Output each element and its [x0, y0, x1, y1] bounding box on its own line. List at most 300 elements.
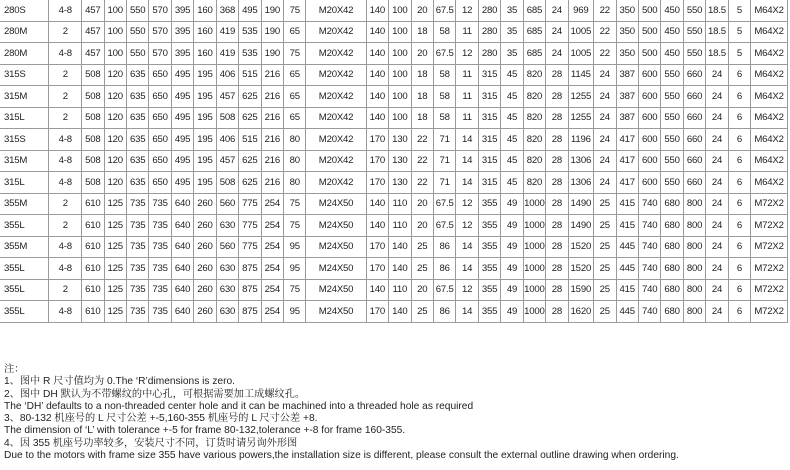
dimension-cell: 600: [638, 129, 660, 151]
dimension-cell: 120: [104, 86, 126, 108]
dimension-cell: 800: [683, 301, 705, 323]
dimension-cell: 515: [239, 64, 261, 86]
dimension-cell: 635: [126, 107, 148, 129]
dimension-cell: M72X2: [751, 236, 788, 258]
table-row: [0, 172, 788, 194]
dimension-cell: M72X2: [751, 279, 788, 301]
dimension-cell: 350: [616, 0, 638, 21]
dimension-cell: 508: [82, 86, 104, 108]
dimension-cell: 125: [104, 236, 126, 258]
dimension-cell: 5: [728, 0, 750, 21]
dimension-cell: 18: [411, 64, 433, 86]
dimension-cell: 395: [171, 43, 193, 65]
dimension-cell: 216: [261, 150, 283, 172]
dimension-cell: M72X2: [751, 193, 788, 215]
dimension-cell: 1196: [568, 129, 594, 151]
dimension-cell: 875: [239, 301, 261, 323]
dimension-cell: 49: [501, 279, 523, 301]
dimension-cell: 216: [261, 64, 283, 86]
dimension-cell: 28: [546, 301, 568, 323]
dimension-cell: 550: [683, 21, 705, 43]
dimension-cell: 35: [501, 21, 523, 43]
dimension-cell: 22: [411, 172, 433, 194]
dimension-cell: 190: [261, 43, 283, 65]
dimension-cell: 75: [284, 215, 306, 237]
dimension-cell: 195: [194, 86, 216, 108]
notes-heading: 注：: [4, 364, 25, 375]
dimension-cell: 630: [216, 215, 238, 237]
dimension-cell: 25: [411, 301, 433, 323]
dimension-cell: 280: [478, 43, 500, 65]
dimension-cell: 190: [261, 0, 283, 21]
dimension-cell: 875: [239, 258, 261, 280]
dimension-cell: 6: [728, 129, 750, 151]
dimension-cell: 125: [104, 279, 126, 301]
dimension-cell: 120: [104, 129, 126, 151]
dimension-cell: 45: [501, 107, 523, 129]
dimension-cell: 1490: [568, 193, 594, 215]
dimension-cell: 49: [501, 258, 523, 280]
frame-size-cell: 315L: [0, 172, 49, 194]
dimension-cell: 20: [411, 43, 433, 65]
dimension-cell: 495: [171, 172, 193, 194]
dimension-cell: 22: [594, 0, 616, 21]
dimension-cell: M72X2: [751, 215, 788, 237]
dimension-cell: 550: [126, 0, 148, 21]
dimension-cell: 18.5: [706, 43, 728, 65]
dimension-cell: 500: [638, 43, 660, 65]
dimension-cell: 254: [261, 215, 283, 237]
dimension-cell: 95: [284, 258, 306, 280]
dimension-cell: 130: [389, 150, 411, 172]
dimension-cell: 22: [411, 129, 433, 151]
dimension-cell: 650: [149, 86, 171, 108]
dimension-cell: 550: [661, 129, 683, 151]
dimension-cell: 6: [728, 150, 750, 172]
poles-cell: 2: [49, 21, 82, 43]
dimension-cell: 25: [594, 279, 616, 301]
dimension-cell: 12: [456, 193, 478, 215]
dimension-cell: 1000: [523, 258, 545, 280]
note-line: 4、因 355 机座号功率较多，安装尺寸不同，订货时请另询外形图: [4, 437, 298, 449]
dimension-cell: 640: [171, 193, 193, 215]
note-line: 1、图中 R 尺寸值均为 0.The ‘R’dimensions is zero.: [4, 376, 235, 388]
dimension-cell: 100: [389, 21, 411, 43]
dimension-cell: 515: [239, 129, 261, 151]
dimension-cell: M64X2: [751, 150, 788, 172]
dimension-cell: 28: [546, 279, 568, 301]
dimension-cell: 12: [456, 279, 478, 301]
frame-size-cell: 355M: [0, 236, 49, 258]
dimension-cell: 740: [638, 279, 660, 301]
dimension-cell: 120: [104, 172, 126, 194]
dimension-cell: 75: [284, 43, 306, 65]
dimension-cell: 495: [171, 107, 193, 129]
dimension-cell: 254: [261, 258, 283, 280]
dimension-cell: 735: [149, 301, 171, 323]
dimension-cell: 6: [728, 193, 750, 215]
dimension-cell: 25: [594, 236, 616, 258]
dimension-cell: 635: [126, 86, 148, 108]
dimension-cell: M64X2: [751, 21, 788, 43]
dimension-cell: 35: [501, 43, 523, 65]
dimension-cell: 18: [411, 21, 433, 43]
dimension-cell: 419: [216, 43, 238, 65]
dimension-cell: 315: [478, 64, 500, 86]
dimension-cell: M20X42: [306, 172, 366, 194]
dimension-cell: 406: [216, 129, 238, 151]
poles-cell: 2: [49, 64, 82, 86]
dimension-cell: 315: [478, 129, 500, 151]
dimension-cell: 24: [706, 279, 728, 301]
dimension-cell: 24: [706, 215, 728, 237]
dimension-cell: 355: [478, 215, 500, 237]
frame-size-cell: 315S: [0, 64, 49, 86]
dimension-cell: 560: [216, 193, 238, 215]
dimension-cell: 457: [82, 21, 104, 43]
dimension-cell: 387: [616, 107, 638, 129]
table-row: [0, 193, 788, 215]
dimension-cell: 71: [433, 129, 455, 151]
poles-cell: 2: [49, 86, 82, 108]
dimension-cell: 28: [546, 64, 568, 86]
dimension-cell: 660: [683, 107, 705, 129]
dimension-cell: 6: [728, 236, 750, 258]
dimension-cell: 254: [261, 279, 283, 301]
dimension-cell: 45: [501, 64, 523, 86]
dimension-cell: 680: [661, 279, 683, 301]
dimension-cell: 875: [239, 279, 261, 301]
dimension-cell: 500: [638, 0, 660, 21]
dimension-cell: 49: [501, 236, 523, 258]
dimension-cell: 600: [638, 172, 660, 194]
dimension-cell: 14: [456, 301, 478, 323]
dimension-cell: 5: [728, 21, 750, 43]
dimension-cell: 650: [149, 107, 171, 129]
dimension-cell: 600: [638, 86, 660, 108]
dimension-cell: 495: [171, 150, 193, 172]
dimension-cell: 24: [706, 301, 728, 323]
dimension-cell: 417: [616, 150, 638, 172]
table-row: [0, 86, 788, 108]
dimension-cell: 610: [82, 193, 104, 215]
dimension-cell: 24: [594, 172, 616, 194]
dimension-cell: M20X42: [306, 150, 366, 172]
poles-cell: 4-8: [49, 129, 82, 151]
dimension-cell: 195: [194, 129, 216, 151]
dimension-cell: M20X42: [306, 107, 366, 129]
dimension-cell: 86: [433, 236, 455, 258]
dimension-cell: 457: [82, 0, 104, 21]
dimension-cell: 28: [546, 86, 568, 108]
dimension-cell: 1590: [568, 279, 594, 301]
dimension-cell: 130: [389, 129, 411, 151]
dimension-cell: 120: [104, 150, 126, 172]
dimension-cell: 660: [683, 129, 705, 151]
dimension-cell: 610: [82, 236, 104, 258]
dimension-cell: 508: [82, 64, 104, 86]
dimension-cell: 65: [284, 21, 306, 43]
dimension-cell: 495: [171, 129, 193, 151]
dimension-cell: 58: [433, 107, 455, 129]
dimension-cell: 80: [284, 129, 306, 151]
dimension-cell: 254: [261, 301, 283, 323]
dimension-cell: 550: [126, 43, 148, 65]
dimension-cell: 45: [501, 150, 523, 172]
dimension-cell: M20X42: [306, 86, 366, 108]
dimension-cell: 24: [706, 86, 728, 108]
dimension-cell: M64X2: [751, 86, 788, 108]
dimension-cell: 735: [126, 193, 148, 215]
dimension-cell: 457: [216, 150, 238, 172]
dimension-cell: 635: [126, 150, 148, 172]
dimension-cell: 110: [389, 193, 411, 215]
dimension-cell: 24: [546, 21, 568, 43]
dimension-cell: 125: [104, 215, 126, 237]
dimension-cell: 20: [411, 0, 433, 21]
dimension-cell: 457: [82, 43, 104, 65]
dimension-cell: 355: [478, 279, 500, 301]
dimension-cell: 100: [389, 86, 411, 108]
dimension-cell: M24X50: [306, 193, 366, 215]
dimension-cell: 495: [171, 64, 193, 86]
dimension-cell: 625: [239, 172, 261, 194]
dimension-cell: 640: [171, 301, 193, 323]
dimension-cell: 1306: [568, 150, 594, 172]
dimension-cell: 680: [661, 236, 683, 258]
dimension-cell: 406: [216, 64, 238, 86]
dimension-cell: 740: [638, 215, 660, 237]
dimension-cell: 49: [501, 193, 523, 215]
dimension-cell: 508: [82, 172, 104, 194]
dimension-cell: 11: [456, 86, 478, 108]
dimension-cell: 800: [683, 236, 705, 258]
dimension-cell: 800: [683, 279, 705, 301]
dimension-cell: 24: [594, 150, 616, 172]
poles-cell: 4-8: [49, 236, 82, 258]
dimension-cell: 18.5: [706, 0, 728, 21]
dimension-cell: 660: [683, 172, 705, 194]
dimension-cell: 65: [284, 86, 306, 108]
dimension-cell: 550: [661, 86, 683, 108]
table-row: [0, 236, 788, 258]
dimension-cell: 735: [149, 215, 171, 237]
dimension-cell: 508: [82, 150, 104, 172]
dimension-cell: 508: [216, 107, 238, 129]
dimension-cell: 508: [216, 172, 238, 194]
dimension-cell: 140: [366, 64, 388, 86]
dimension-cell: 820: [523, 129, 545, 151]
dimension-cell: 125: [104, 193, 126, 215]
dimension-cell: 170: [366, 258, 388, 280]
dimension-cell: 195: [194, 107, 216, 129]
dimension-cell: 685: [523, 43, 545, 65]
dimension-cell: 445: [616, 236, 638, 258]
dimension-cell: 630: [216, 279, 238, 301]
dimension-cell: 260: [194, 215, 216, 237]
dimension-cell: 216: [261, 107, 283, 129]
dimension-cell: 140: [389, 258, 411, 280]
dimension-cell: 100: [389, 43, 411, 65]
dimension-cell: 1005: [568, 43, 594, 65]
dimension-cell: 550: [661, 172, 683, 194]
dimension-cell: 160: [194, 0, 216, 21]
dimension-cell: 800: [683, 258, 705, 280]
dimension-cell: 20: [411, 193, 433, 215]
dimension-cell: 24: [594, 86, 616, 108]
dimension-cell: 735: [126, 279, 148, 301]
dimension-cell: 260: [194, 193, 216, 215]
dimension-cell: 170: [366, 301, 388, 323]
dimension-cell: M72X2: [751, 301, 788, 323]
dimension-cell: 610: [82, 301, 104, 323]
dimension-cell: 24: [706, 236, 728, 258]
dimension-cell: M64X2: [751, 107, 788, 129]
dimension-cell: 1145: [568, 64, 594, 86]
dimension-cell: 550: [683, 43, 705, 65]
poles-cell: 4-8: [49, 43, 82, 65]
dimension-cell: 570: [149, 0, 171, 21]
dimension-cell: 216: [261, 129, 283, 151]
dimension-cell: 100: [104, 21, 126, 43]
dimension-cell: 550: [661, 107, 683, 129]
dimension-cell: 24: [706, 64, 728, 86]
dimension-cell: 800: [683, 193, 705, 215]
dimension-cell: 355: [478, 258, 500, 280]
dimension-cell: 625: [239, 107, 261, 129]
dimension-cell: 58: [433, 86, 455, 108]
dimension-cell: 260: [194, 301, 216, 323]
dimension-cell: 28: [546, 150, 568, 172]
dimension-cell: 1000: [523, 279, 545, 301]
dimension-cell: 67.5: [433, 279, 455, 301]
poles-cell: 2: [49, 107, 82, 129]
dimension-cell: 24: [706, 150, 728, 172]
dimension-cell: 1000: [523, 236, 545, 258]
dimension-cell: 1255: [568, 86, 594, 108]
dimension-cell: 368: [216, 0, 238, 21]
dimension-cell: 355: [478, 236, 500, 258]
dimension-cell: 125: [104, 258, 126, 280]
dimension-cell: 254: [261, 193, 283, 215]
dimension-cell: 820: [523, 172, 545, 194]
dimension-cell: M24X50: [306, 258, 366, 280]
dimension-cell: 14: [456, 236, 478, 258]
dimension-cell: 65: [284, 107, 306, 129]
dimension-cell: 24: [546, 0, 568, 21]
dimension-cell: 387: [616, 86, 638, 108]
dimension-cell: 170: [366, 236, 388, 258]
dimension-cell: 22: [594, 21, 616, 43]
dimension-cell: 740: [638, 236, 660, 258]
dimension-cell: 445: [616, 301, 638, 323]
dimension-cell: 550: [661, 64, 683, 86]
poles-cell: 4-8: [49, 301, 82, 323]
dimension-cell: 24: [594, 107, 616, 129]
dimension-cell: 140: [366, 21, 388, 43]
note-line: The ‘DH’ defaults to a non-threaded center hole and it can be machined into a threaded hole as required: [4, 400, 474, 412]
dimension-cell: 735: [149, 236, 171, 258]
dimension-cell: 65: [284, 64, 306, 86]
dimension-cell: 160: [194, 43, 216, 65]
dimension-cell: 6: [728, 86, 750, 108]
dimension-cell: 680: [661, 301, 683, 323]
dimension-cell: 28: [546, 258, 568, 280]
dimension-cell: 71: [433, 150, 455, 172]
dimension-cell: 560: [216, 236, 238, 258]
dimension-cell: 1520: [568, 258, 594, 280]
dimension-cell: 170: [366, 150, 388, 172]
dimension-cell: 969: [568, 0, 594, 21]
dimension-cell: 22: [594, 43, 616, 65]
dimension-cell: 216: [261, 86, 283, 108]
dimension-cell: 24: [706, 193, 728, 215]
dimension-cell: 86: [433, 301, 455, 323]
dimension-cell: 260: [194, 258, 216, 280]
dimension-cell: 12: [456, 215, 478, 237]
dimension-cell: 28: [546, 236, 568, 258]
table-row: [0, 0, 788, 21]
dimension-cell: 5: [728, 43, 750, 65]
dimension-cell: 740: [638, 301, 660, 323]
dimension-cell: 610: [82, 215, 104, 237]
dimension-cell: 650: [149, 150, 171, 172]
dimension-cell: 445: [616, 258, 638, 280]
dimension-cell: 24: [594, 129, 616, 151]
dimension-cell: 535: [239, 43, 261, 65]
dimension-cell: 280: [478, 21, 500, 43]
dimension-cell: 45: [501, 86, 523, 108]
dimension-cell: 775: [239, 236, 261, 258]
dimension-cell: 12: [456, 43, 478, 65]
poles-cell: 2: [49, 279, 82, 301]
dimension-cell: 820: [523, 64, 545, 86]
dimension-cell: 680: [661, 258, 683, 280]
dimension-cell: 20: [411, 279, 433, 301]
dimension-cell: 80: [284, 172, 306, 194]
poles-cell: 4-8: [49, 258, 82, 280]
dimension-cell: 395: [171, 0, 193, 21]
dimension-cell: 550: [126, 21, 148, 43]
dimension-cell: 28: [546, 172, 568, 194]
dimension-cell: 640: [171, 215, 193, 237]
dimension-cell: 350: [616, 43, 638, 65]
table-row: [0, 64, 788, 86]
frame-size-cell: 355L: [0, 215, 49, 237]
dimension-cell: 1000: [523, 193, 545, 215]
dimension-cell: 1000: [523, 215, 545, 237]
table-row: [0, 215, 788, 237]
dimension-cell: M24X50: [306, 236, 366, 258]
dimension-cell: 6: [728, 64, 750, 86]
dimension-cell: 140: [389, 236, 411, 258]
dimension-cell: 1000: [523, 301, 545, 323]
dimension-cell: 140: [366, 215, 388, 237]
dimension-cell: 600: [638, 64, 660, 86]
dimension-cell: 315: [478, 107, 500, 129]
dimension-cell: 419: [216, 21, 238, 43]
dimension-cell: 195: [194, 150, 216, 172]
dimension-cell: 450: [661, 21, 683, 43]
dimension-cell: 350: [616, 21, 638, 43]
dimension-cell: 95: [284, 301, 306, 323]
poles-cell: 2: [49, 193, 82, 215]
dimension-cell: 495: [171, 86, 193, 108]
dimension-cell: 740: [638, 258, 660, 280]
dimension-cell: 11: [456, 21, 478, 43]
dimension-cell: 195: [194, 64, 216, 86]
dimension-cell: 820: [523, 107, 545, 129]
